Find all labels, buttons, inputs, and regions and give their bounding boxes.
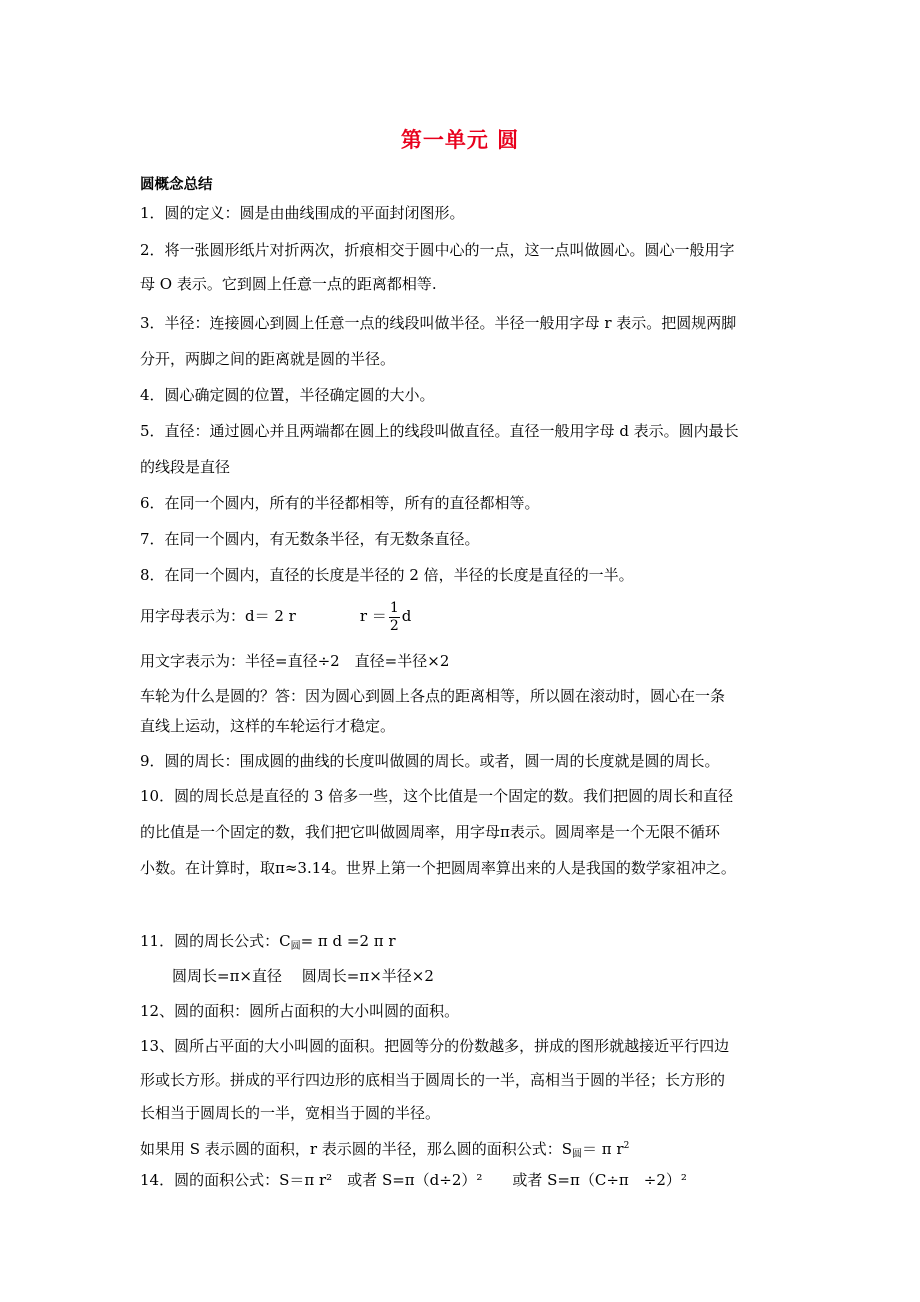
formula-letters <box>140 596 411 636</box>
formula-subscript: 圆 <box>290 941 301 952</box>
text-line: 10．圆的周长总是直径的 3 倍多一些，这个比值是一个固定的数。我们把圆的周长和直径 <box>140 787 734 805</box>
text-line: 的比值是一个固定的数，我们把它叫做圆周率，用字母π表示。圆周率是一个无限不循环 <box>140 823 720 841</box>
text-line: 7．在同一个圆内，有无数条半径，有无数条直径。 <box>140 530 480 548</box>
text-line: 12、圆的面积：圆所占面积的大小叫圆的面积。 <box>140 1002 460 1020</box>
text-line: 的线段是直径 <box>140 458 231 476</box>
formula-text: 11．圆的周长公式：C <box>140 932 291 950</box>
formula-d: d <box>401 607 412 625</box>
fraction-numerator: 1 <box>389 599 399 616</box>
text-line: 分开，两脚之间的距离就是圆的半径。 <box>140 350 396 368</box>
formula-text: = π d =2 π r <box>300 932 396 950</box>
text-line: 形或长方形。拼成的平行四边形的底相当于圆周长的一半，高相当于圆的半径；长方形的 <box>140 1071 726 1089</box>
formula-superscript: 2 <box>623 1141 630 1151</box>
formula-text: 如果用 S 表示圆的面积，r 表示圆的半径，那么圆的面积公式：S <box>140 1140 573 1158</box>
fraction-one-half <box>389 600 400 635</box>
text-line: 3．半径：连接圆心到圆上任意一点的线段叫做半径。半径一般用字母 r 表示。把圆规两脚 <box>140 314 737 332</box>
text-line: 8．在同一个圆内，直径的长度是半径的 2 倍，半径的长度是直径的一半。 <box>140 566 634 584</box>
text-line: 13、圆所占平面的大小叫圆的面积。把圆等分的份数越多，拼成的图形就越接近平行四边 <box>140 1037 730 1055</box>
text-line: 小数。在计算时，取π≈3.14。世界上第一个把圆周率算出来的人是我国的数学家祖冲之。 <box>140 859 736 877</box>
text-line: 4．圆心确定圆的位置，半径确定圆的大小。 <box>140 386 435 404</box>
fraction-denominator: 2 <box>389 617 399 634</box>
text-line: 1．圆的定义：圆是由曲线围成的平面封闭图形。 <box>140 204 465 222</box>
text-line: 14．圆的面积公式：S＝π r² 或者 S=π（d÷2）² 或者 S=π（C÷π ÷2）² <box>140 1171 687 1189</box>
section-heading: 圆概念总结 <box>140 177 213 193</box>
text-line: 2．将一张圆形纸片对折两次，折痕相交于圆中心的一点，这一点叫做圆心。圆心一般用字 <box>140 241 735 259</box>
text-line: 母 O 表示。它到圆上任意一点的距离都相等. <box>140 275 437 293</box>
formula-diameter: 用字母表示为：d＝ 2 r <box>140 607 296 625</box>
text-line: 圆周长=π×直径 圆周长=π×半径×2 <box>172 967 434 985</box>
text-line: 长相当于圆周长的一半，宽相当于圆的半径。 <box>140 1104 441 1122</box>
text-line: 车轮为什么是圆的？答：因为圆心到圆上各点的距离相等，所以圆在滚动时，圆心在一条 <box>140 687 726 705</box>
formula-text: ＝ π r <box>582 1140 624 1158</box>
text-line: 5．直径：通过圆心并且两端都在圆上的线段叫做直径。直径一般用字母 d 表示。圆内最长 <box>140 422 739 440</box>
formula-circumference <box>140 931 396 957</box>
text-line: 用文字表示为：半径=直径÷2 直径=半径×2 <box>140 652 450 670</box>
formula-radius: r ＝ <box>359 607 387 625</box>
text-line: 6．在同一个圆内，所有的半径都相等，所有的直径都相等。 <box>140 494 540 512</box>
page-title: 第一单元 圆 <box>400 128 520 152</box>
formula-subscript: 圆 <box>572 1149 583 1160</box>
formula-area <box>140 1136 629 1165</box>
text-line: 直线上运动，这样的车轮运行才稳定。 <box>140 717 396 735</box>
text-line: 9．圆的周长：围成圆的曲线的长度叫做圆的周长。或者，圆一周的长度就是圆的周长。 <box>140 752 720 770</box>
